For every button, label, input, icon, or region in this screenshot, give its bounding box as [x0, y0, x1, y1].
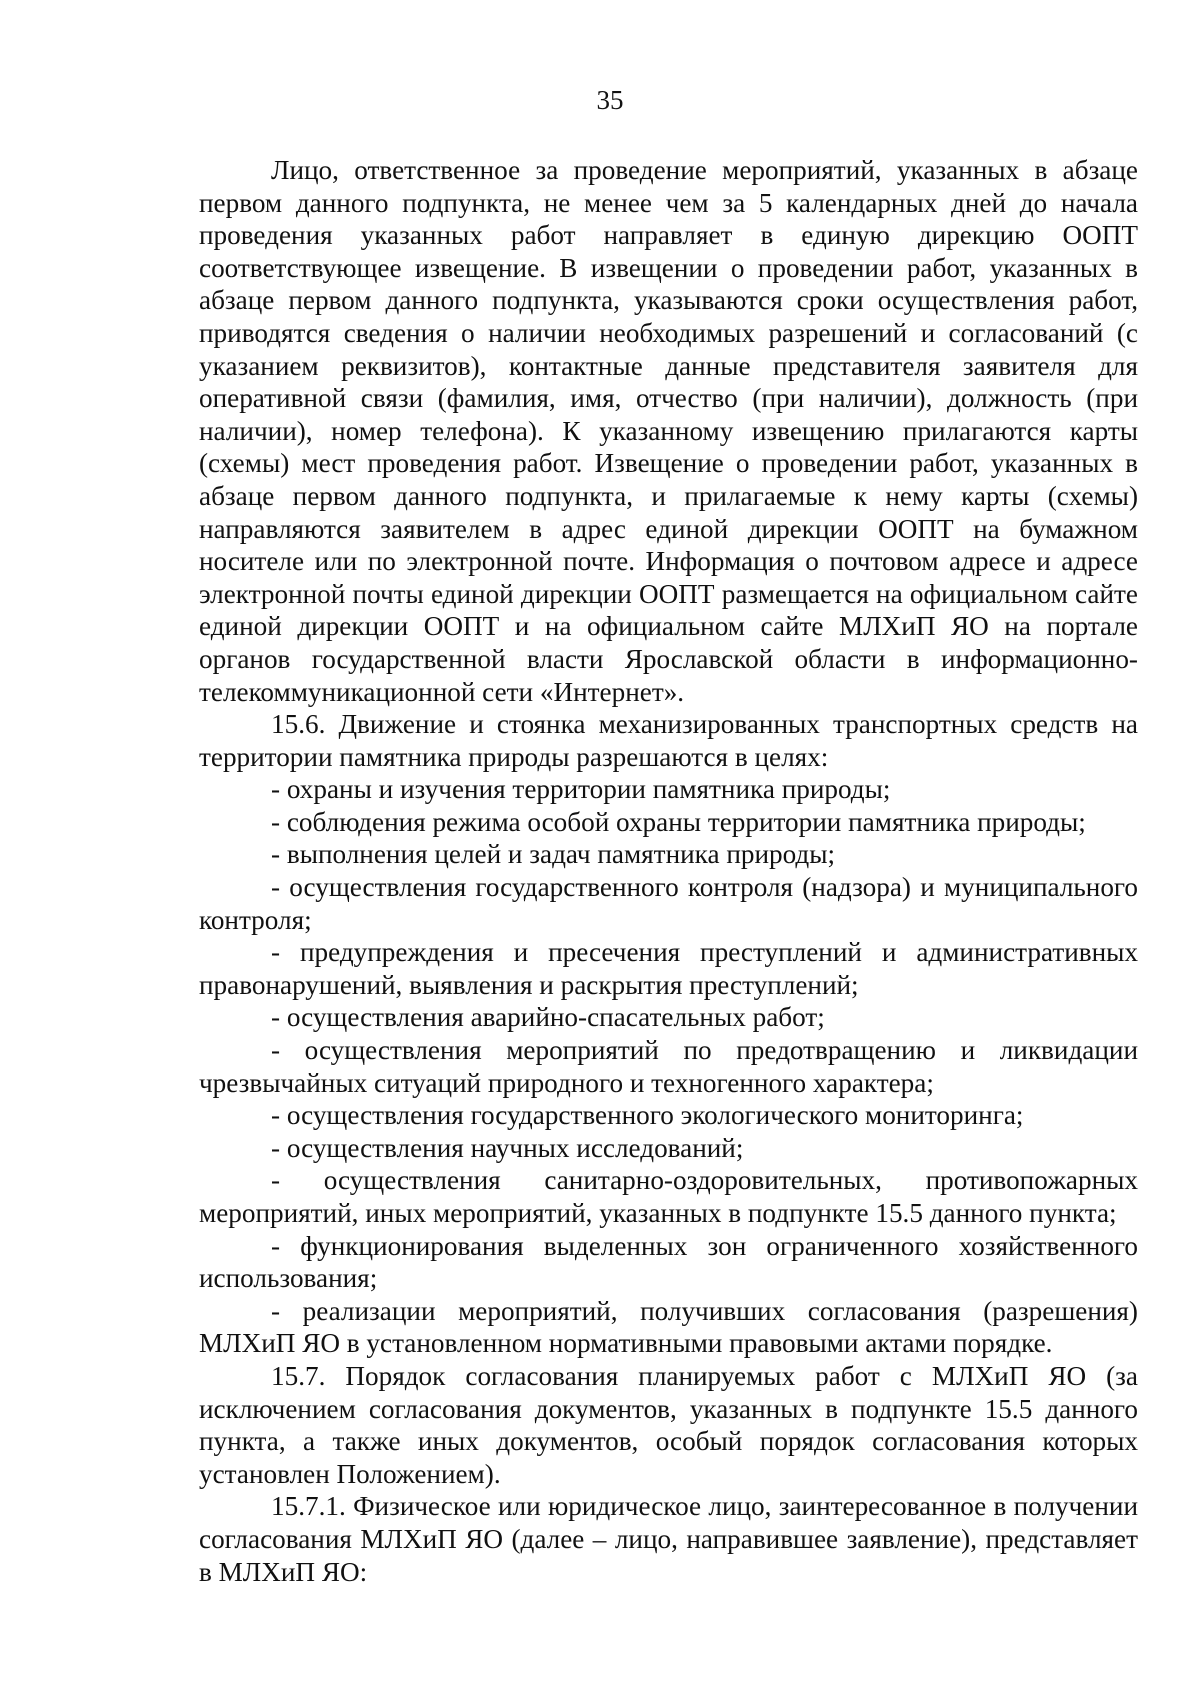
page-number: 35: [596, 85, 624, 115]
paragraph-notice-procedure: Лицо, ответственное за проведение мероприятий, указанных в абзаце первом данного подпункта, не менее чем за 5 календарных дней до начала проведения указанных работ направляет в единую дирекцию ООПТ соответствующее извещение. В извещении о проведении работ, указанных в абзаце первом данного подпункта, указываются сроки осуществления работ, приводятся сведения о наличии необходимых разрешений и согласований (с указанием реквизитов), контактные данные представителя заявителя для оперативной связи (фамилия, имя, отчество (при наличии), должность (при наличии), номер телефона). К указанному извещению прилагаются карты (схемы) мест проведения работ. Извещение о проведении работ, указанных в абзаце первом данного подпункта, и прилагаемые к нему карты (схемы) направляются заявителем в адрес единой дирекции ООПТ на бумажном носителе или по электронной почте. Информация о почтовом адресе и адресе электронной почты единой дирекции ООПТ размещается на официальном сайте единой дирекции ООПТ и на официальном сайте МЛХиП ЯО на портале органов государственной власти Ярославской области в информационно-телекоммуникационной сети «Интернет».: [199, 155, 1138, 707]
paragraph-15-7-1: 15.7.1. Физическое или юридическое лицо, заинтересованное в получении согласования МЛХиП ЯО (далее – лицо, направившее заявление), представляет в МЛХиП ЯО:: [199, 1491, 1138, 1587]
list-item-rescue-works: - осуществления аварийно-спасательных работ;: [271, 1002, 825, 1033]
list-item-limited-zones: - функционирования выделенных зон ограниченного хозяйственного использования;: [199, 1230, 1138, 1294]
list-item-protection-study: - охраны и изучения территории памятника природы;: [271, 774, 891, 805]
paragraph-15-6: 15.6. Движение и стоянка механизированных транспортных средств на территории памятника природы разрешаются в целях:: [199, 709, 1138, 772]
list-item-state-control: - осуществления государственного контроля (надзора) и муниципального контроля;: [199, 872, 1138, 935]
list-item-scientific-research: - осуществления научных исследований;: [271, 1132, 744, 1163]
paragraph-15-7: 15.7. Порядок согласования планируемых работ с МЛХиП ЯО (за исключением согласования документов, указанных в подпункте 15.5 данного пункта, а также иных документов, особый порядок согласования которых установлен Положением).: [199, 1360, 1138, 1489]
list-item-goals-tasks: - выполнения целей и задач памятника природы;: [271, 839, 836, 870]
list-item-ecological-monitoring: - осуществления государственного экологического мониторинга;: [271, 1100, 1024, 1131]
list-item-emergency-prevention: - осуществления мероприятий по предотвращению и ликвидации чрезвычайных ситуаций природного и техногенного характера;: [199, 1035, 1138, 1098]
list-item-approved-activities: - реализации мероприятий, получивших согласования (разрешения) МЛХиП ЯО в установленном нормативными правовыми актами порядке.: [199, 1295, 1138, 1359]
list-item-special-regime: - соблюдения режима особой охраны территории памятника природы;: [271, 806, 1086, 837]
list-item-crime-prevention: - предупреждения и пресечения преступлений и административных правонарушений, выявления и раскрытия преступлений;: [199, 937, 1138, 1000]
document-body: [199, 154, 1138, 1588]
list-item-sanitary-fire: - осуществления санитарно-оздоровительных, противопожарных мероприятий, иных мероприятий, указанных в подпункте 15.5 данного пункта;: [199, 1165, 1138, 1228]
